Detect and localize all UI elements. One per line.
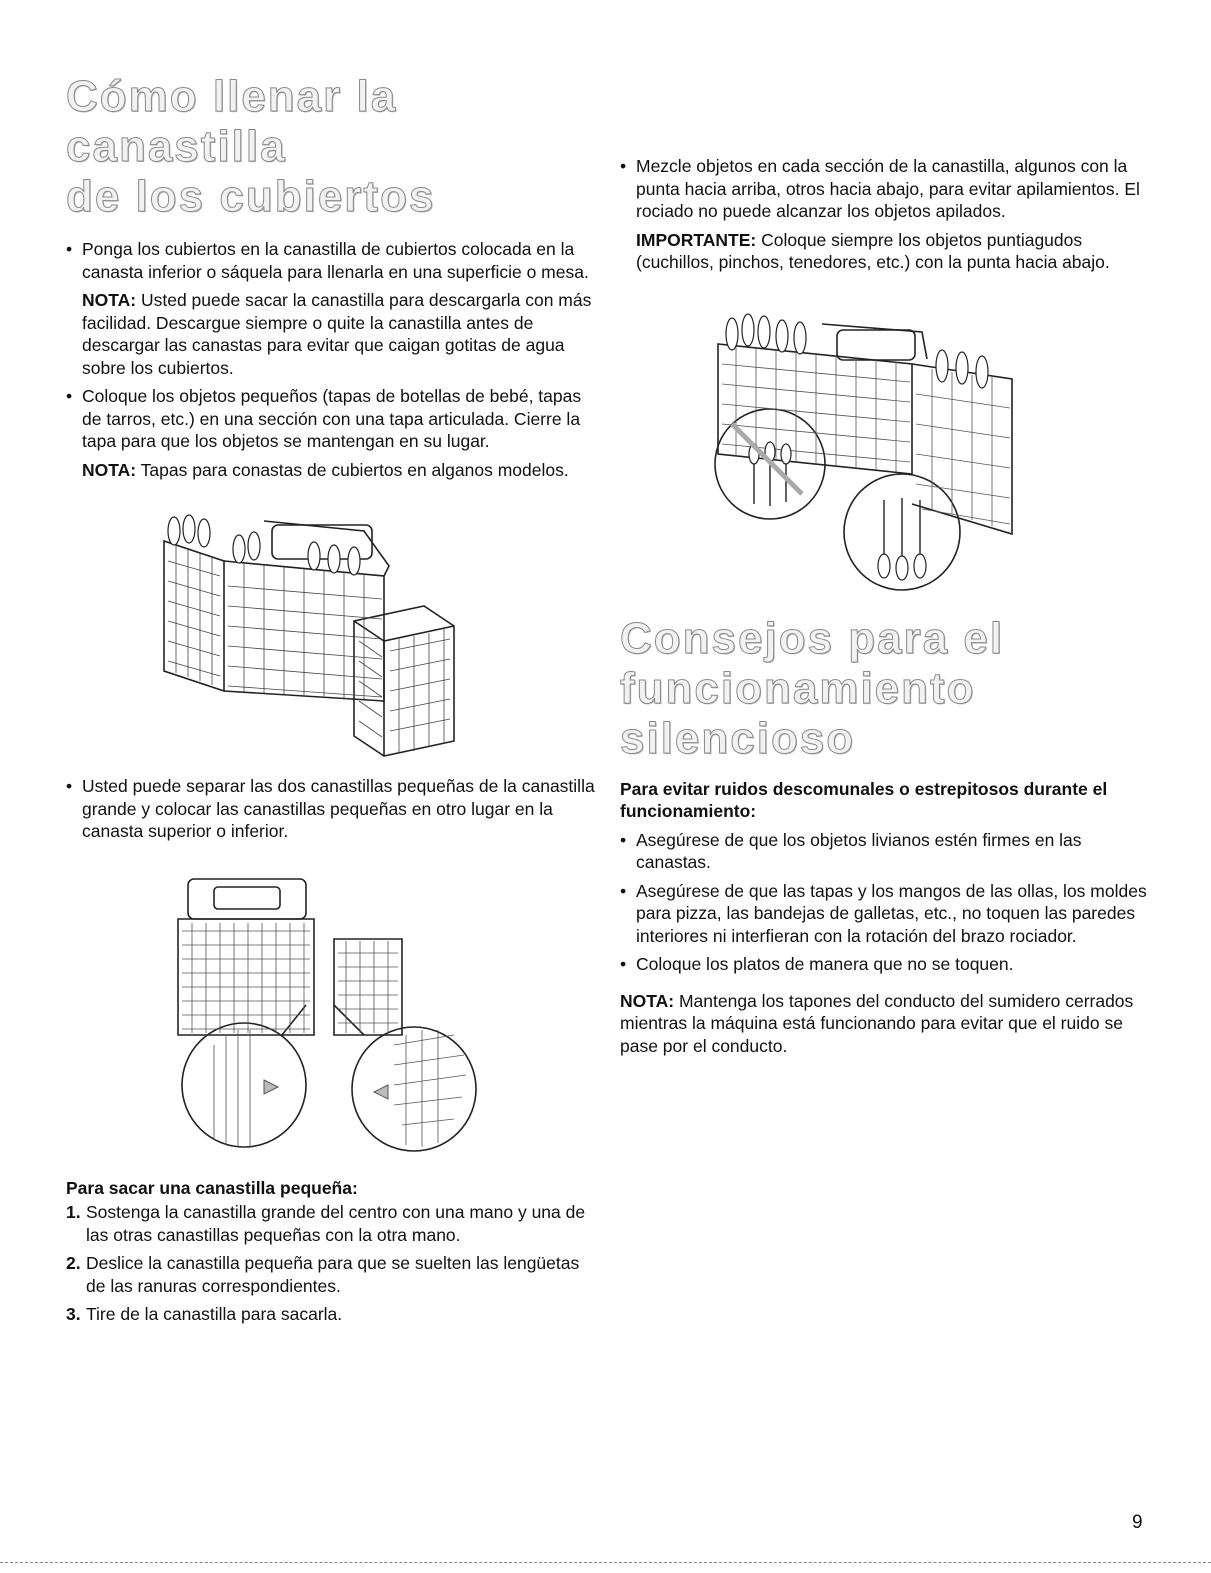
steps-list bbox=[66, 1201, 596, 1326]
bullet-text: Coloque los objetos pequeños (tapas de botellas de bebé, tapas de tarros, etc.) en una sección con una tapa articulada. Cierre la tapa para que los objetos se mantengan en su lugar. bbox=[82, 386, 582, 451]
important-text: Coloque siempre los objetos puntiagudos (cuchillos, pinchos, tenedores, etc.) con la punta hacia abajo. bbox=[636, 229, 1110, 272]
step-text: Deslice la canastilla pequeña para que se suelten las lengüetas de las ranuras correspondientes. bbox=[86, 1253, 580, 1296]
bullet-item bbox=[620, 880, 1155, 948]
note bbox=[620, 990, 1155, 1058]
left-column bbox=[66, 72, 596, 1326]
bullet-glyph: • bbox=[620, 954, 627, 974]
heading-line: Cómo llenar la canastilla bbox=[66, 72, 398, 171]
heading-line: de los cubiertos bbox=[66, 172, 436, 221]
quiet-intro: Para evitar ruidos descomunales o estrepitosos durante el funcionamiento: bbox=[620, 778, 1108, 821]
note-text: Mantenga los tapones del conducto del sumidero cerrados mientras la máquina está funcionando para evitar que el ruido se pase por el conducto. bbox=[620, 990, 1134, 1056]
bullet-glyph: • bbox=[66, 386, 73, 406]
important-note bbox=[620, 229, 1155, 274]
bullet-item bbox=[66, 238, 596, 283]
list-item bbox=[66, 1252, 596, 1297]
right-column bbox=[620, 155, 1155, 1057]
bullet-glyph: • bbox=[66, 239, 73, 259]
bullet-item bbox=[620, 829, 1155, 874]
bullet-text: Ponga los cubiertos en la canastilla de cubiertos colocada en la canasta inferior o sáquela para llenarla en una superficie o mesa. bbox=[82, 239, 589, 282]
cutlery-basket-illustration bbox=[154, 501, 484, 761]
bullet-item bbox=[66, 775, 596, 843]
note-text: Tapas para conastas de cubiertos en alganos modelos. bbox=[140, 459, 569, 480]
note-text: Usted puede sacar la canastilla para descargarla con más facilidad. Descargue siempre o quite la canastilla antes de descargar las canastas para evitar que caigan gotitas de agua sobre los cubiertos. bbox=[82, 290, 592, 378]
note-label: NOTA: bbox=[82, 459, 137, 480]
section-heading-cutlery bbox=[66, 72, 596, 222]
page-number: 9 bbox=[1132, 1512, 1143, 1533]
note bbox=[66, 459, 596, 482]
bullet-item bbox=[620, 155, 1155, 223]
bullet-glyph: • bbox=[66, 776, 73, 796]
step-number: 1. bbox=[66, 1202, 81, 1222]
step-number: 3. bbox=[66, 1304, 81, 1324]
bullet-glyph: • bbox=[620, 880, 627, 901]
bullet-glyph: • bbox=[620, 156, 627, 176]
bullet-text: Coloque los platos de manera que no se toquen. bbox=[636, 954, 1014, 974]
bullet-text: Asegúrese de que las tapas y los mangos de las ollas, los moldes para pizza, las bandejas de galletas, etc., no toquen las paredes interiores ni interfieran con la rotación del brazo rociador. bbox=[636, 880, 1147, 946]
note-label: NOTA: bbox=[620, 990, 675, 1011]
step-number: 2. bbox=[66, 1253, 81, 1273]
bullet-glyph: • bbox=[620, 829, 627, 850]
section-heading-quiet bbox=[620, 614, 1155, 764]
heading-line: funcionamiento silencioso bbox=[620, 663, 976, 763]
basket-separation-illustration bbox=[174, 875, 494, 1155]
bottom-rule bbox=[0, 1562, 1211, 1563]
utensil-orientation-illustration bbox=[712, 304, 1032, 594]
bullet-item bbox=[66, 385, 596, 453]
bullet-text: Mezcle objetos en cada sección de la canastilla, algunos con la punta hacia arriba, otros hacia abajo, para evitar apilamientos. El rociado no puede alcanzar los objetos apilados. bbox=[636, 156, 1140, 221]
note bbox=[66, 289, 596, 379]
step-text: Sostenga la canastilla grande del centro con una mano y una de las otras canastillas pequeñas con la otra mano. bbox=[86, 1202, 586, 1245]
step-text: Tire de la canastilla para sacarla. bbox=[86, 1304, 343, 1324]
list-item bbox=[66, 1303, 596, 1326]
list-item bbox=[66, 1201, 596, 1246]
important-label: IMPORTANTE: bbox=[636, 229, 757, 250]
bullet-text: Asegúrese de que los objetos livianos estén firmes en las canastas. bbox=[636, 829, 1082, 872]
note-label: NOTA: bbox=[82, 290, 137, 310]
bullet-text: Usted puede separar las dos canastillas pequeñas de la canastilla grande y colocar las canastillas pequeñas en otro lugar en la canasta superior o inferior. bbox=[82, 776, 595, 841]
heading-line: Consejos para el bbox=[620, 613, 1005, 663]
bullet-item bbox=[620, 953, 1155, 976]
remove-basket-heading: Para sacar una canastilla pequeña: bbox=[66, 1177, 358, 1198]
